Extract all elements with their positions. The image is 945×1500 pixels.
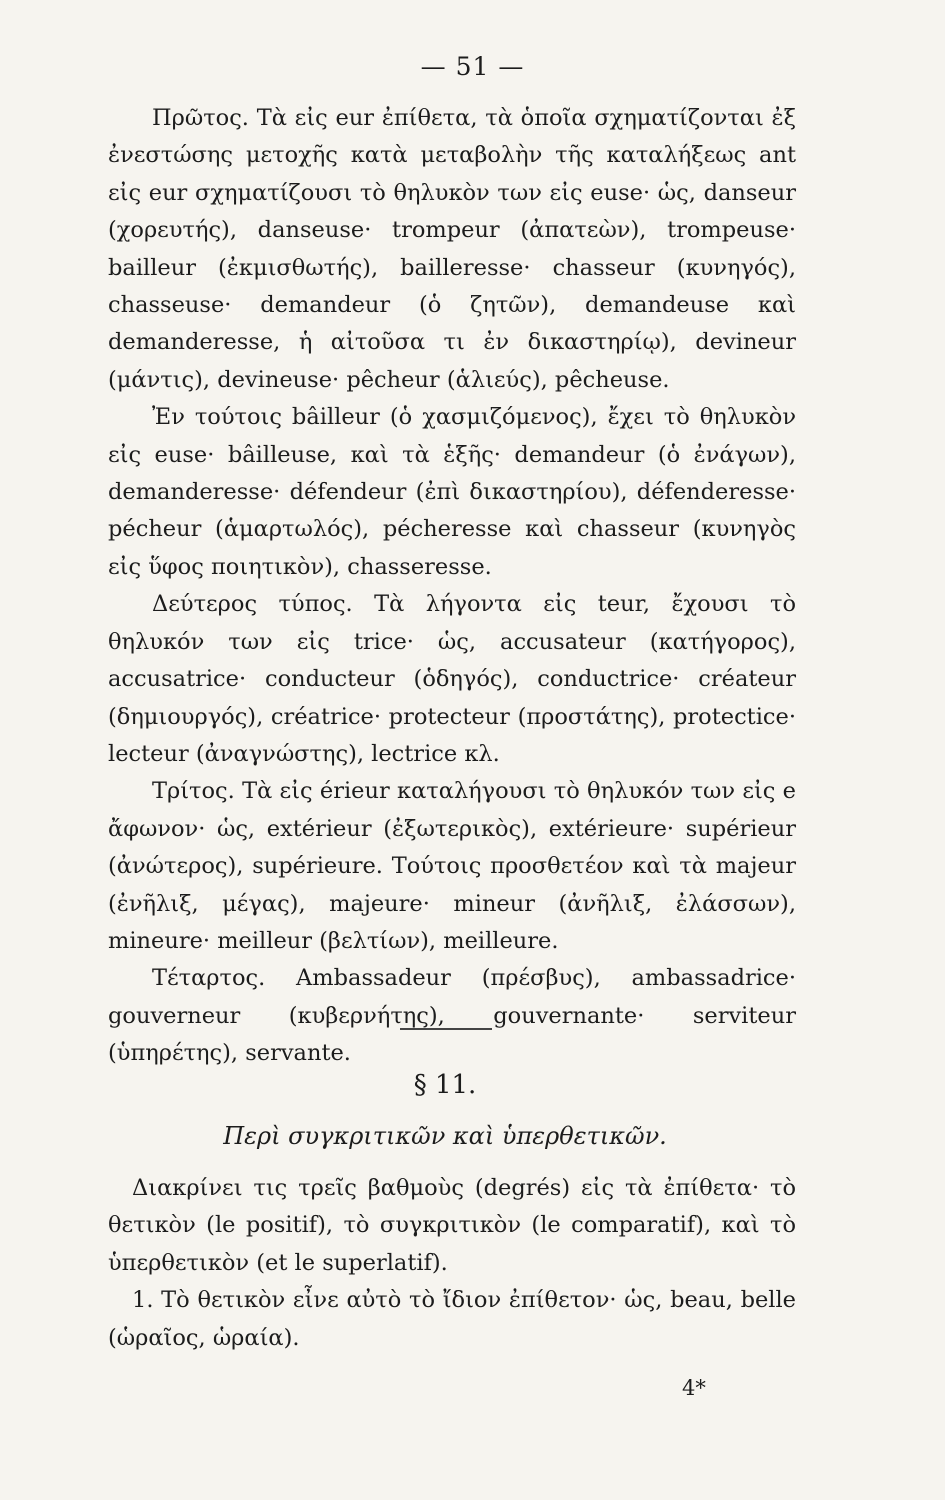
section-number: § 11. bbox=[413, 1070, 477, 1100]
main-text bbox=[108, 100, 796, 1073]
paragraph-third-type: Τρίτος. Τὰ εἰς érieur καταλήγουσι τὸ θηλυκόν των εἰς e ἄφωνον· ὡς, extérieur (ἐξωτερικὸς), extérieure· supérieur (ἀνώτερος), supérieure. Τούτοις προσθετέον καὶ τὰ majeur (ἐνῆλιξ, μέγας), majeure· mineur (ἀνῆλιξ, ἐλάσσων), mineure· meilleur (βελτίων), meilleure. bbox=[108, 778, 796, 954]
paragraph-positive: 1. Τὸ θετικὸν εἶνε αὐτὸ τὸ ἴδιον ἐπίθετον· ὡς, beau, belle (ὡραῖος, ὡραία). bbox=[108, 1287, 796, 1351]
paragraph-first-type: Πρῶτος. Τὰ εἰς eur ἐπίθετα, τὰ ὁποῖα σχηματίζονται ἐξ ἐνεστώσης μετοχῆς κατὰ μεταβολὴν τῆς καταλήξεως ant εἰς eur σχηματίζουσι τὸ θηλυκὸν των εἰς euse· ὡς, danseur (χορευτής), danseuse· trompeur (ἀπατεὼν), trompeuse· bailleur (ἐκμισθωτής), bailleresse· chasseur (κυνηγός), chasseuse· demandeur (ὁ ζητῶν), demandeuse καὶ demanderesse, ἡ αἰτοῦσα τι ἐν δικαστηρίῳ), devineur (μάντις), devineuse· pêcheur (ἁλιεύς), pêcheuse. bbox=[108, 105, 796, 393]
paragraph-fourth-type: Τέταρτος. Ambassadeur (πρέσβυς), ambassadrice· gouverneur (κυβερνήτης), gouvernante· serviteur (ὑπηρέτης), servante. bbox=[108, 965, 796, 1067]
paragraph-degrees: Διακρίνει τις τρεῖς βαθμοὺς (degrés) εἰς τὰ ἐπίθετα· τὸ θετικὸν (le positif), τὸ συγκριτικὸν (le comparatif), καὶ τὸ ὑπερθετικὸν (et le superlatif). bbox=[108, 1175, 796, 1276]
paragraph-second-type: Δεύτερος τύπος. Τὰ λήγοντα εἰς teur, ἔχουσι τὸ θηλυκόν των εἰς trice· ὡς, accusateur (κατήγορος), accusatrice· conducteur (ὁδηγός), conductrice· créateur (δημιουργός), créatrice· protecteur (προστάτης), protectice· lecteur (ἀναγνώστης), lectrice κλ. bbox=[108, 591, 796, 767]
section-title: Περὶ συγκριτικῶν καὶ ὑπερθετικῶν. bbox=[223, 1122, 667, 1150]
section-divider bbox=[400, 1028, 492, 1030]
signature-mark: 4* bbox=[682, 1376, 706, 1400]
page-number: — 51 — bbox=[420, 52, 525, 81]
section-text bbox=[108, 1170, 796, 1357]
paragraph-exceptions: Ἐν τούτοις bâilleur (ὁ χασμιζόμενος), ἔχει τὸ θηλυκὸν εἰς euse· bâilleuse, καὶ τὰ ἑξῆς· demandeur (ὁ ἐνάγων), demanderesse· défendeur (ἐπὶ δικαστηρίου), défenderesse· pécheur (ἁμαρτωλός), pécheresse καὶ chasseur (κυνηγὸς εἰς ὕφος ποιητικὸν), chasseresse. bbox=[108, 404, 796, 580]
